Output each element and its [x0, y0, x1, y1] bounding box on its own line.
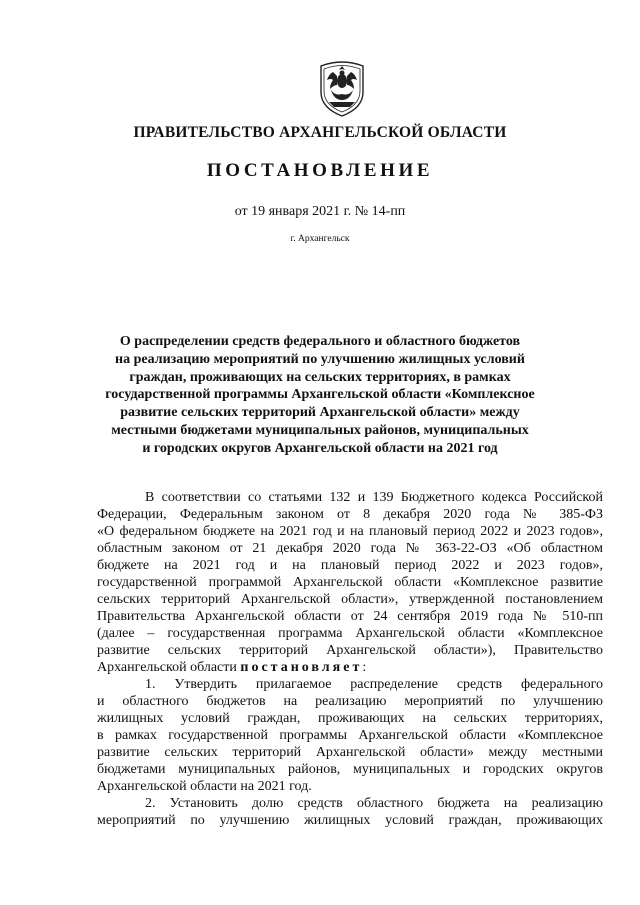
- body-line: государственной программой Архангельской области «Комплексное развитие: [97, 575, 603, 590]
- body-line-last: [97, 659, 603, 676]
- body-line: сельских территорий Архангельской области», утвержденной постановлением: [97, 592, 603, 607]
- decree-colon: :: [362, 660, 367, 675]
- title-line: государственной программы Архангельской области «Комплексное: [105, 387, 535, 403]
- body-line: 1. Утвердить прилагаемое распределение средств федерального: [145, 677, 603, 692]
- preamble-paragraph: [97, 489, 603, 676]
- title-line: местными бюджетами муниципальных районов, муниципальных: [111, 422, 529, 438]
- body-line: «О федеральном бюджете на 2021 год и на плановый период 2022 и 2023 годов»,: [97, 524, 603, 539]
- title-line: граждан, проживающих на сельских территориях, в рамках: [129, 369, 511, 385]
- coat-of-arms-icon: [317, 56, 367, 118]
- document-type: ПОСТАНОВЛЕНИЕ: [206, 160, 434, 181]
- clause-2-paragraph: [97, 795, 603, 829]
- title-line: О распределении средств федерального и областного бюджетов: [119, 334, 521, 349]
- body-line: в рамках государственной программы Архангельской области «Комплексное: [97, 728, 603, 743]
- document-city: г. Архангельск: [290, 234, 350, 244]
- body-line: Федерации, Федеральным законом от 8 декабря 2020 года № 385-ФЗ: [97, 507, 603, 522]
- body-line: В соответствии со статьями 132 и 139 Бюджетного кодекса Российской: [145, 490, 603, 505]
- document-date-number: от 19 января 2021 г. № 14-пп: [234, 204, 406, 219]
- decree-word: постановляет: [240, 660, 363, 675]
- body-line: бюджете на 2021 год и на плановый период 2022 и 2023 годов»,: [97, 558, 603, 573]
- body-line: (далее – государственная программа Архангельской области «Комплексное: [97, 626, 603, 641]
- clause-1-paragraph: [97, 676, 603, 795]
- document-title: [60, 333, 580, 458]
- body-line: Архангельской области на 2021 год.: [97, 779, 312, 794]
- body-line-text: Архангельской области: [97, 660, 237, 675]
- organization-name: ПРАВИТЕЛЬСТВО АРХАНГЕЛЬСКОЙ ОБЛАСТИ: [133, 124, 507, 141]
- body-line: мероприятий по улучшению жилищных условий граждан, проживающих: [97, 813, 603, 828]
- body-line: 2. Установить долю средств областного бюджета на реализацию: [145, 796, 603, 811]
- body-line: жилищных условий граждан, проживающих на сельских территориях,: [97, 711, 603, 726]
- title-line: и городских округов Архангельской области на 2021 год: [142, 440, 498, 456]
- body-line: и областного бюджетов на реализацию мероприятий по улучшению: [97, 694, 603, 709]
- title-line: на реализацию мероприятий по улучшению жилищных условий: [115, 351, 525, 367]
- body-line: развитие сельских территорий Архангельской области» между местными: [97, 745, 603, 760]
- body-line: Правительства Архангельской области от 24 сентября 2019 года № 510-пп: [97, 609, 603, 624]
- body-line: бюджетами муниципальных районов, муниципальных и городских округов: [97, 762, 603, 777]
- title-line: развитие сельских территорий Архангельской области» между: [120, 405, 520, 421]
- body-line: областным законом от 21 декабря 2020 года № 363-22-ОЗ «Об областном: [97, 541, 603, 556]
- body-line: развитие сельских территорий Архангельской области»), Правительство: [97, 643, 603, 658]
- document-body: [97, 489, 603, 829]
